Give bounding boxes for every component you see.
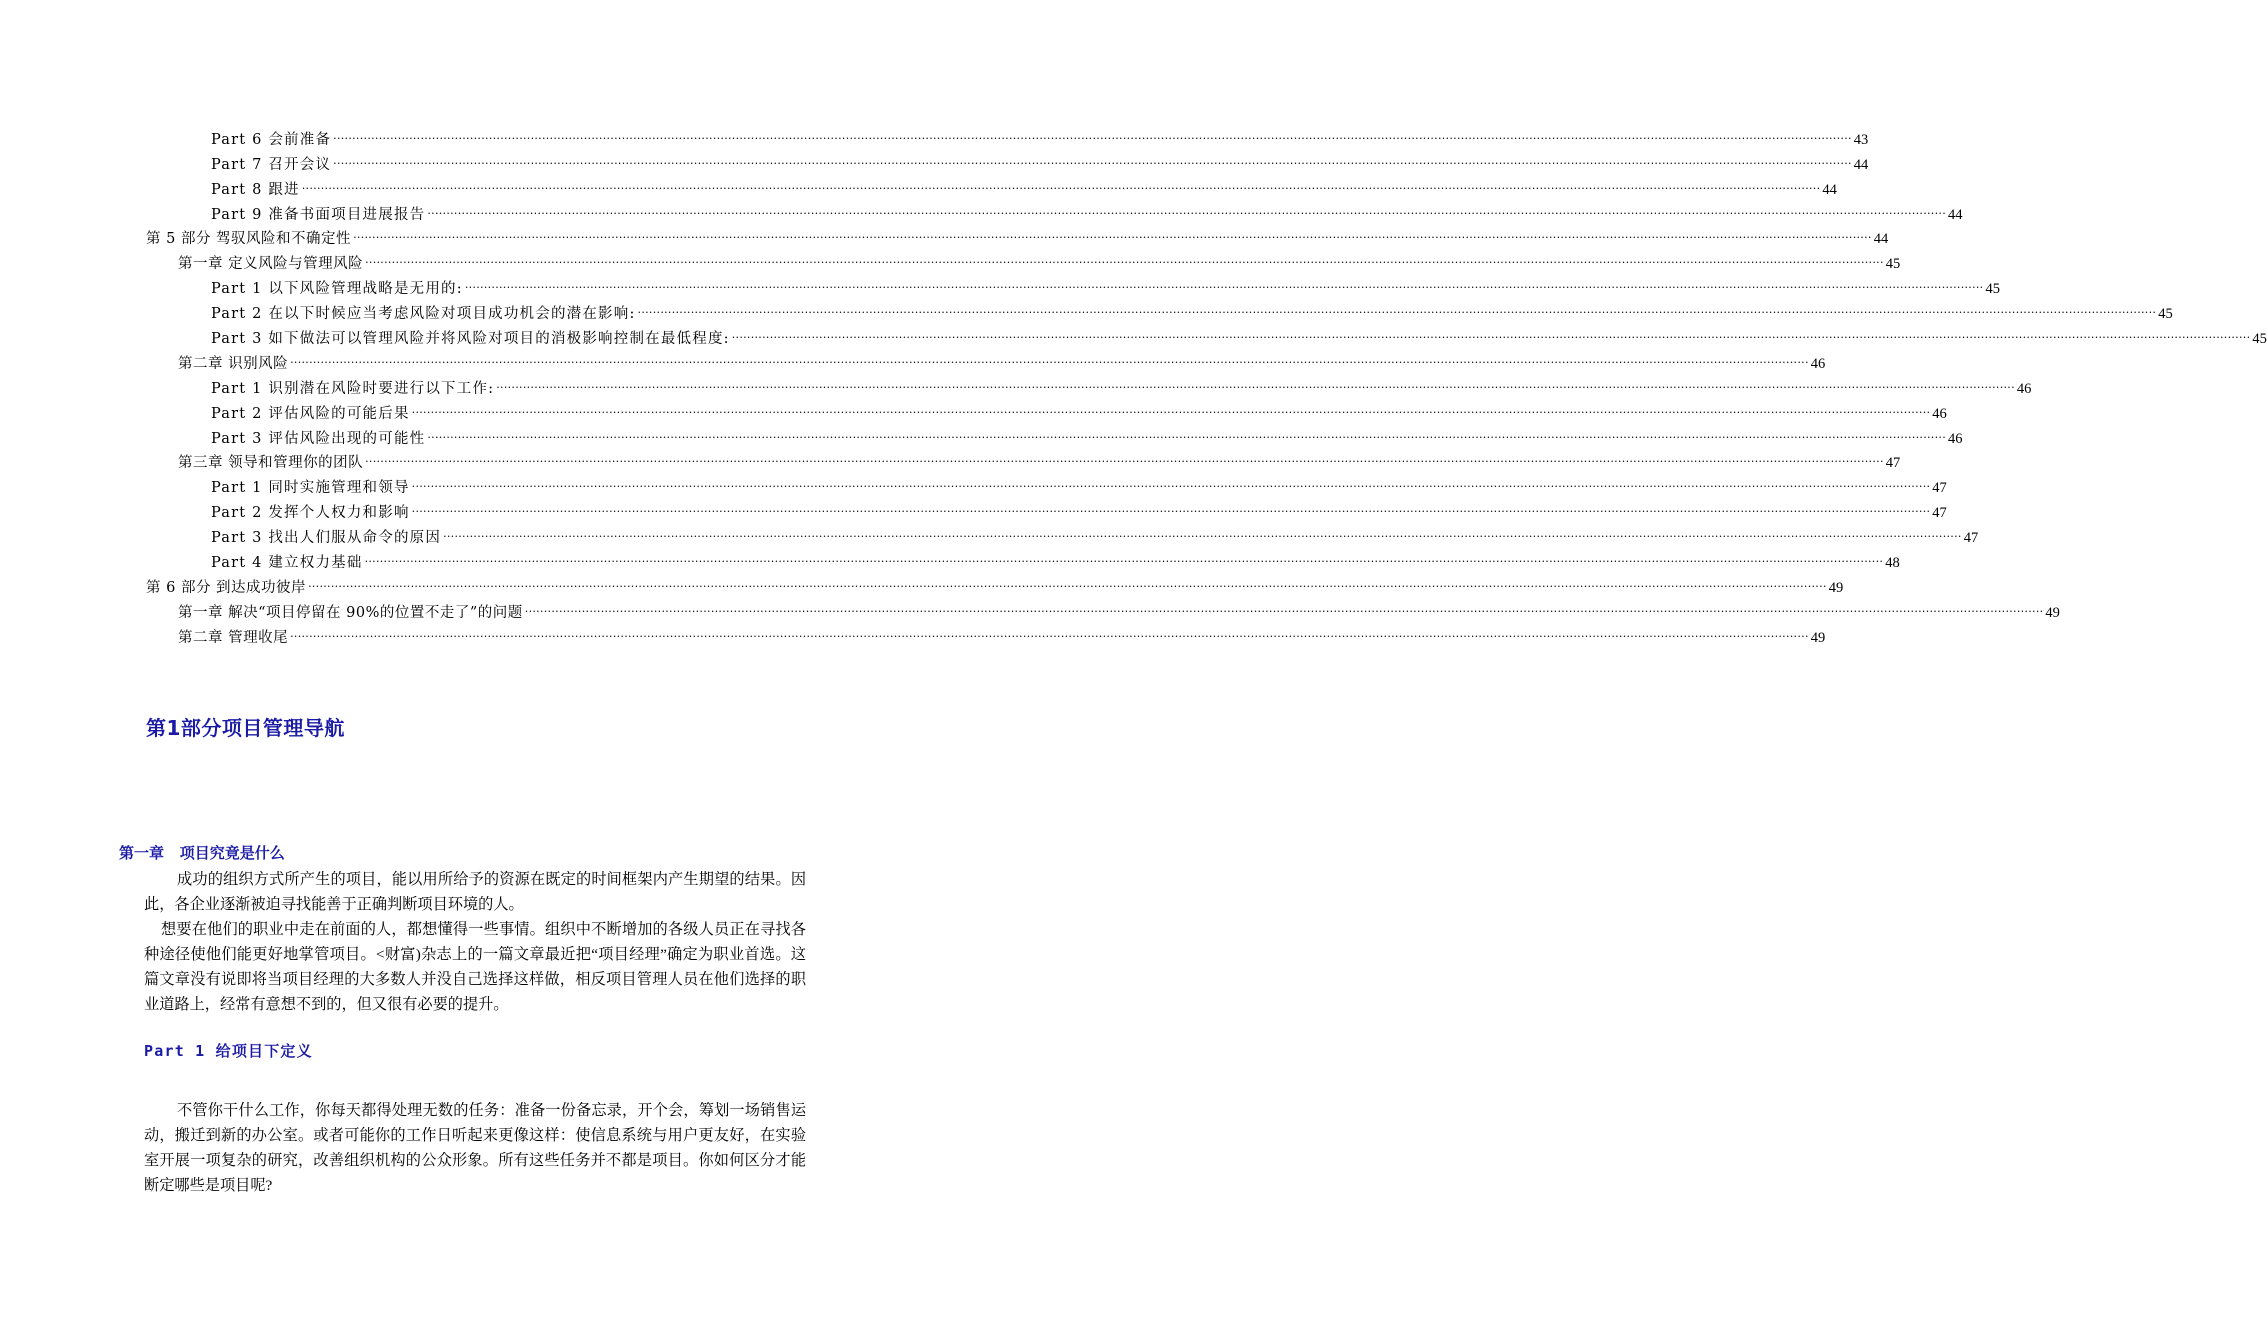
toc-entry-title: Part 4 建立权力基础: [211, 551, 364, 572]
table-of-contents: [0, 124, 2267, 647]
toc-leader-dots: ................................................................................................................................................................................................................................................................................................................................................................................................................: [411, 477, 1931, 491]
toc-leader-dots: ................................................................................................................................................................................................................................................................................................................................................................................................................: [308, 576, 1827, 590]
toc-entry-title: Part 2 发挥个人权力和影响: [211, 501, 411, 522]
toc-entry-title: 第 5 部分 驾驭风险和不确定性: [146, 227, 352, 248]
toc-leader-dots: ................................................................................................................................................................................................................................................................................................................................................................................................................: [290, 352, 1809, 366]
toc-entry-page: 49: [1828, 579, 1844, 596]
toc-leader-dots: ................................................................................................................................................................................................................................................................................................................................................................................................................: [301, 178, 1821, 192]
toc-entry-title: Part 2 评估风险的可能后果: [211, 402, 411, 423]
toc-entry-page: 45: [1985, 281, 2000, 298]
toc-entry-page: 44: [1853, 156, 1869, 173]
toc-entry-title: Part 3 找出人们服从命令的原因: [211, 526, 442, 547]
toc-entry[interactable]: [0, 323, 2267, 348]
toc-entry-title: 第二章 管理收尾: [178, 626, 289, 647]
toc-entry-title: Part 1 同时实施管理和领导: [211, 476, 411, 497]
toc-entry-title: 第三章 领导和管理你的团队: [178, 451, 364, 472]
toc-entry-page: 47: [1932, 505, 1947, 522]
toc-entry[interactable]: [0, 572, 1844, 597]
section-title: Part 1 给项目下定义: [144, 1042, 313, 1060]
toc-entry-title: Part 7 召开会议: [211, 153, 332, 174]
toc-entry-title: 第 6 部分 到达成功彼岸: [146, 576, 307, 597]
toc-leader-dots: ................................................................................................................................................................................................................................................................................................................................................................................................................: [333, 153, 1852, 167]
toc-entry-title: Part 8 跟进: [211, 178, 301, 199]
chapter-name: 项目究竟是什么: [179, 844, 285, 862]
toc-entry[interactable]: [0, 448, 1901, 473]
toc-entry-page: 44: [1873, 231, 1889, 248]
toc-entry-page: 45: [2252, 331, 2267, 348]
toc-entry-page: 46: [1810, 355, 1826, 372]
toc-leader-dots: ................................................................................................................................................................................................................................................................................................................................................................................................................: [464, 278, 1984, 292]
toc-entry-title: Part 9 准备书面项目进展报告: [211, 203, 426, 224]
part-title: 第1部分项目管理导航: [146, 716, 345, 740]
toc-entry[interactable]: [0, 522, 1979, 547]
toc-leader-dots: ................................................................................................................................................................................................................................................................................................................................................................................................................: [290, 626, 1809, 640]
toc-leader-dots: ................................................................................................................................................................................................................................................................................................................................................................................................................: [365, 452, 1884, 466]
toc-leader-dots: ................................................................................................................................................................................................................................................................................................................................................................................................................: [496, 377, 2015, 391]
toc-entry-title: Part 3 如下做法可以管理风险并将风险对项目的消极影响控制在最低程度:: [211, 327, 731, 348]
toc-entry[interactable]: [0, 273, 2000, 298]
toc-leader-dots: ................................................................................................................................................................................................................................................................................................................................................................................................................: [365, 253, 1884, 267]
toc-entry-page: 48: [1885, 555, 1900, 572]
toc-entry[interactable]: [0, 124, 1869, 149]
toc-entry-page: 47: [1885, 455, 1901, 472]
toc-leader-dots: ................................................................................................................................................................................................................................................................................................................................................................................................................: [637, 303, 2157, 317]
toc-leader-dots: ................................................................................................................................................................................................................................................................................................................................................................................................................: [524, 601, 2044, 615]
toc-entry[interactable]: [0, 224, 1889, 249]
paragraph-2: 想要在他们的职业中走在前面的人，都想懂得一些事情。组织中不断增加的各级人员正在寻找各种途径使他们能更好地掌管项目。<财富)杂志上的一篇文章最近把“项目经理”确定为职业首选。这篇文章没有说即将当项目经理的大多数人并没自己选择这样做，相反项目管理人员在他们选择的职业道路上，经常有意想不到的，但又很有必要的提升。: [144, 921, 806, 1013]
toc-entry-title: 第二章 识别风险: [178, 352, 289, 373]
toc-leader-dots: ................................................................................................................................................................................................................................................................................................................................................................................................................: [731, 328, 2251, 342]
toc-entry-page: 49: [1810, 629, 1826, 646]
toc-leader-dots: ................................................................................................................................................................................................................................................................................................................................................................................................................: [411, 502, 1931, 516]
toc-entry[interactable]: [0, 199, 1963, 224]
toc-entry-page: 46: [1932, 405, 1947, 422]
chapter-number: 第一章: [119, 844, 165, 862]
toc-leader-dots: ................................................................................................................................................................................................................................................................................................................................................................................................................: [364, 552, 1884, 566]
toc-entry[interactable]: [0, 174, 1837, 199]
toc-entry-page: 45: [1885, 256, 1901, 273]
toc-entry[interactable]: [0, 547, 1900, 572]
toc-entry-title: Part 3 评估风险出现的可能性: [211, 427, 426, 448]
toc-entry-page: 44: [1822, 181, 1837, 198]
chapter-title: [119, 842, 285, 863]
toc-leader-dots: ................................................................................................................................................................................................................................................................................................................................................................................................................: [353, 228, 1872, 242]
toc-entry-page: 46: [1948, 430, 1963, 447]
toc-entry-page: 47: [1963, 530, 1979, 547]
toc-entry-title: Part 1 识别潜在风险时要进行以下工作:: [211, 377, 495, 398]
toc-entry[interactable]: [0, 597, 2060, 622]
toc-entry-page: 45: [2158, 306, 2173, 323]
toc-entry-page: 44: [1948, 206, 1963, 223]
toc-entry-page: 49: [2045, 604, 2060, 621]
paragraph-1: 成功的组织方式所产生的项目，能以用所给予的资源在既定的时间框架内产生期望的结果。因此，各企业逐渐被迫寻找能善于正确判断项目环境的人。: [144, 871, 806, 913]
toc-entry-title: 第一章 定义风险与管理风险: [178, 252, 364, 273]
toc-entry-title: Part 1 以下风险管理战略是无用的:: [211, 277, 464, 298]
toc-leader-dots: ................................................................................................................................................................................................................................................................................................................................................................................................................: [333, 128, 1852, 142]
toc-entry[interactable]: [0, 398, 1947, 423]
toc-entry[interactable]: [0, 298, 2173, 323]
toc-entry[interactable]: [0, 423, 1963, 448]
toc-entry[interactable]: [0, 248, 1901, 273]
toc-entry-page: 47: [1932, 480, 1947, 497]
toc-leader-dots: ................................................................................................................................................................................................................................................................................................................................................................................................................: [411, 402, 1931, 416]
toc-entry-page: 46: [2016, 380, 2032, 397]
toc-leader-dots: ................................................................................................................................................................................................................................................................................................................................................................................................................: [427, 427, 1946, 441]
toc-entry[interactable]: [0, 348, 1826, 373]
toc-entry[interactable]: [0, 497, 1947, 522]
toc-entry[interactable]: [0, 622, 1826, 647]
toc-entry[interactable]: [0, 373, 2032, 398]
toc-entry[interactable]: [0, 149, 1869, 174]
toc-leader-dots: ................................................................................................................................................................................................................................................................................................................................................................................................................: [443, 527, 1962, 541]
toc-entry-title: Part 2 在以下时候应当考虑风险对项目成功机会的潜在影响:: [211, 302, 637, 323]
toc-entry[interactable]: [0, 472, 1947, 497]
paragraph-3: 不管你干什么工作，你每天都得处理无数的任务：准备一份备忘录，开个会，筹划一场销售运动，搬迁到新的办公室。或者可能你的工作日听起来更像这样：使信息系统与用户更友好，在实验室开展一项复杂的研究，改善组织机构的公众形象。所有这些任务并不都是项目。你如何区分才能断定哪些是项目呢?: [144, 1102, 806, 1194]
toc-leader-dots: ................................................................................................................................................................................................................................................................................................................................................................................................................: [427, 203, 1946, 217]
toc-entry-page: 43: [1853, 131, 1869, 148]
toc-entry-title: Part 6 会前准备: [211, 128, 332, 149]
toc-entry-title: 第一章 解决“项目停留在 90%的位置不走了”的问题: [178, 601, 524, 622]
